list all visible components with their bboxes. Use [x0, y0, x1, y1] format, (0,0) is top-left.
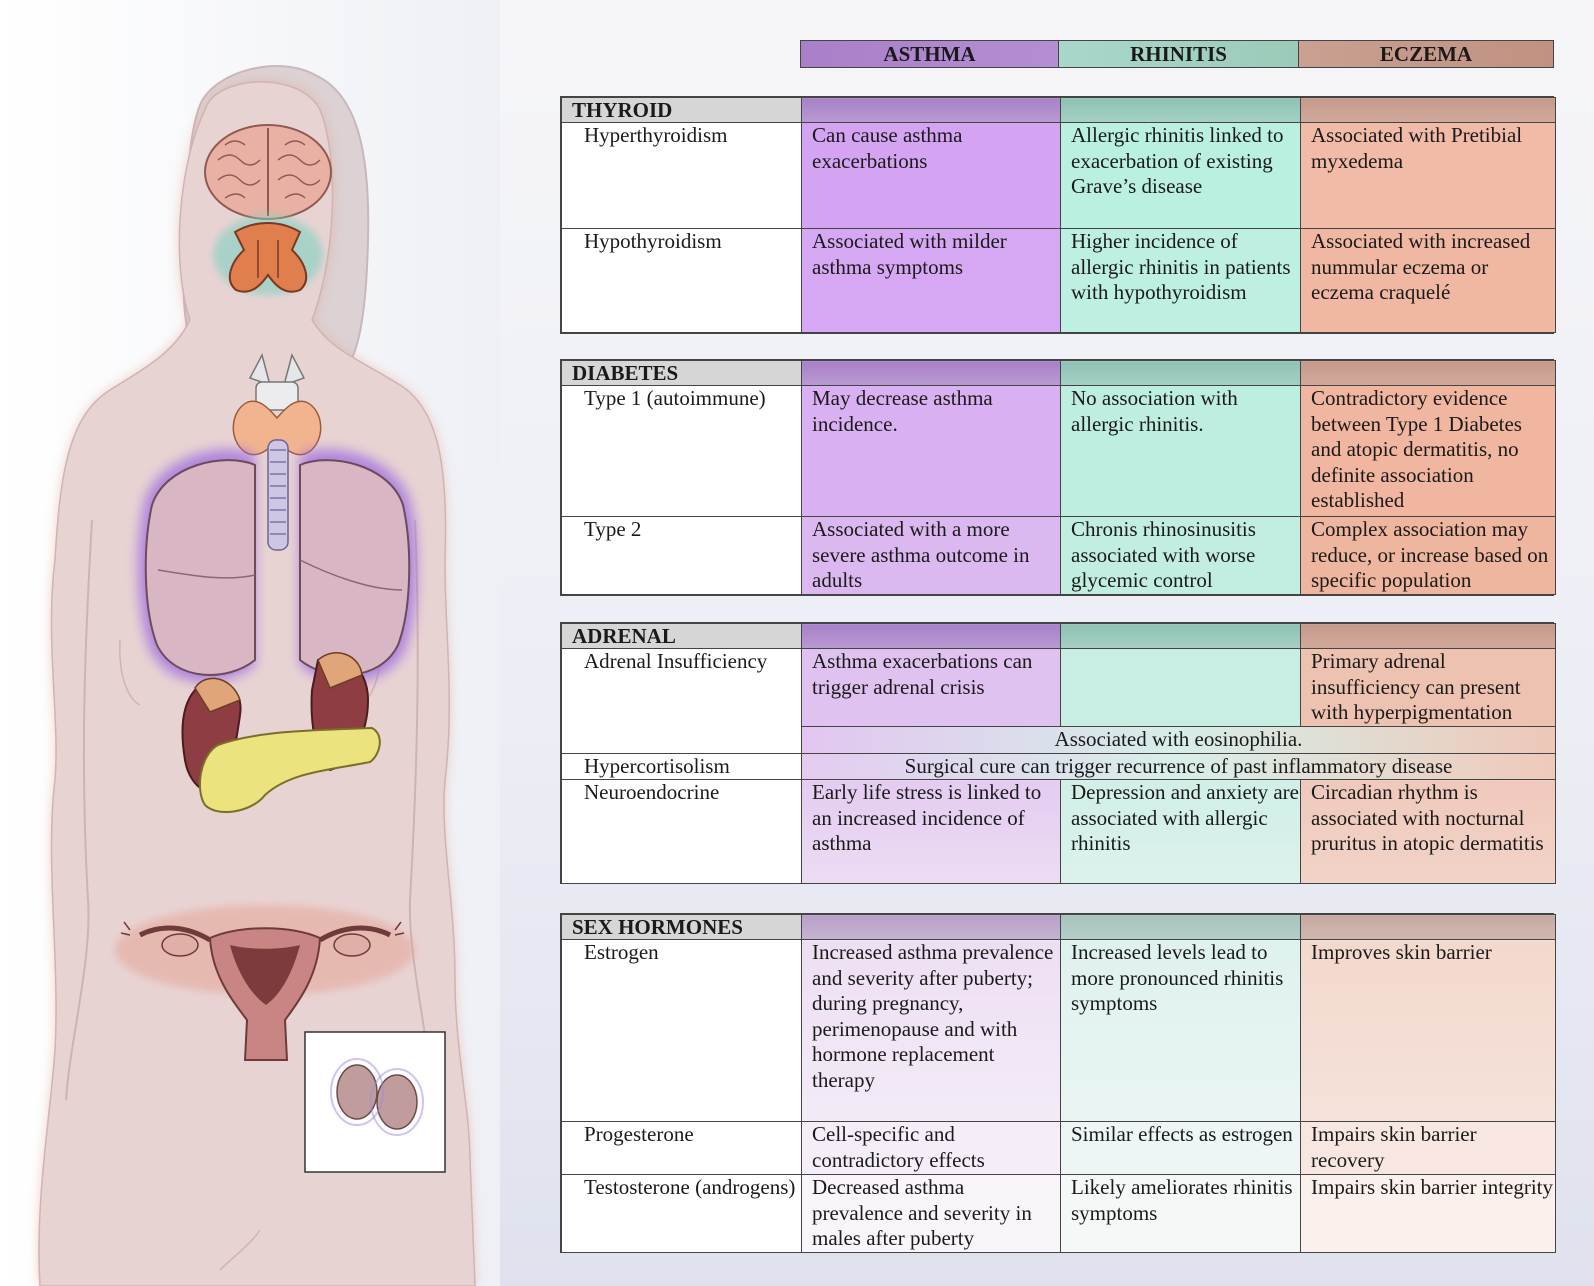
- eczema-cell: Primary adrenal insufficiency can present with hyperpigmentation: [1301, 649, 1556, 727]
- row-label: Type 2: [562, 517, 802, 595]
- eczema-cell: Associated with Pretibial myxedema: [1301, 123, 1556, 229]
- asthma-cell: Cell-specific and contradictory effects: [802, 1122, 1061, 1175]
- row-label: Testosterone (androgens): [562, 1175, 802, 1253]
- row-label: Hypothyroidism: [562, 229, 802, 333]
- rhinitis-cell: Increased levels lead to more pronounced rhinitis symptoms: [1061, 940, 1301, 1122]
- rhinitis-cell: Higher incidence of allergic rhinitis in patients with hypothyroidism: [1061, 229, 1301, 333]
- asthma-cell: Can cause asthma exacerbations: [802, 123, 1061, 229]
- section-title: SEX HORMONES: [562, 915, 802, 940]
- eczema-cell: Circadian rhythm is associated with nocturnal pruritus in atopic dermatitis: [1301, 780, 1556, 884]
- shared-cell-hypercortisolism: Surgical cure can trigger recurrence of past inflammatory disease: [802, 753, 1556, 780]
- asthma-cell: Decreased asthma prevalence and severity in males after puberty: [802, 1175, 1061, 1253]
- header-eczema: ECZEMA: [1298, 40, 1554, 68]
- header-rhinitis: RHINITIS: [1058, 40, 1299, 68]
- rhinitis-cell: Chronis rhinosinusitis associated with worse glycemic control: [1061, 517, 1301, 595]
- asthma-cell: Increased asthma prevalence and severity after puberty; during pregnancy, perimenopause and with hormone replacement therapy: [802, 940, 1061, 1122]
- section-title: THYROID: [562, 98, 802, 123]
- female-anatomy-illustration: [0, 0, 500, 1286]
- asthma-cell: Associated with a more severe asthma outcome in adults: [802, 517, 1061, 595]
- asthma-cell: Associated with milder asthma symptoms: [802, 229, 1061, 333]
- row-label: Adrenal Insufficiency: [562, 649, 802, 754]
- eczema-cell: Contradictory evidence between Type 1 Diabetes and atopic dermatitis, no definite association established: [1301, 386, 1556, 517]
- section-diabetes: [560, 359, 1554, 596]
- row-label: Hypercortisolism: [562, 753, 802, 780]
- eczema-cell: Complex association may reduce, or increase based on specific population: [1301, 517, 1556, 595]
- section-adrenal: [560, 622, 1554, 884]
- row-label: Neuroendocrine: [562, 780, 802, 884]
- shared-cell-eosinophilia: Associated with eosinophilia.: [802, 727, 1556, 754]
- asthma-cell: Asthma exacerbations can trigger adrenal crisis: [802, 649, 1061, 727]
- rhinitis-cell: Similar effects as estrogen: [1061, 1122, 1301, 1175]
- rhinitis-cell: Likely ameliorates rhinitis symptoms: [1061, 1175, 1301, 1253]
- pituitary-icon: [213, 215, 323, 295]
- row-label: Progesterone: [562, 1122, 802, 1175]
- eczema-cell: Associated with increased nummular eczema or eczema craquelé: [1301, 229, 1556, 333]
- eczema-cell: Impairs skin barrier integrity: [1301, 1175, 1556, 1253]
- header-asthma: ASTHMA: [800, 40, 1059, 68]
- asthma-cell: May decrease asthma incidence.: [802, 386, 1061, 517]
- rhinitis-cell: [1061, 649, 1301, 727]
- row-label: Hyperthyroidism: [562, 123, 802, 229]
- row-label: Estrogen: [562, 940, 802, 1122]
- rhinitis-cell: Depression and anxiety are associated with allergic rhinitis: [1061, 780, 1301, 884]
- eczema-cell: Impairs skin barrier recovery: [1301, 1122, 1556, 1175]
- brain-icon: [205, 125, 331, 219]
- rhinitis-cell: No association with allergic rhinitis.: [1061, 386, 1301, 517]
- section-thyroid: [560, 96, 1554, 334]
- section-title: ADRENAL: [562, 624, 802, 649]
- eczema-cell: Improves skin barrier: [1301, 940, 1556, 1122]
- asthma-cell: Early life stress is linked to an increased incidence of asthma: [802, 780, 1061, 884]
- row-label: Type 1 (autoimmune): [562, 386, 802, 517]
- testes-inset-icon: [305, 1032, 445, 1172]
- section-title: DIABETES: [562, 361, 802, 386]
- section-sex-hormones: [560, 913, 1554, 1253]
- rhinitis-cell: Allergic rhinitis linked to exacerbation of existing Grave’s disease: [1061, 123, 1301, 229]
